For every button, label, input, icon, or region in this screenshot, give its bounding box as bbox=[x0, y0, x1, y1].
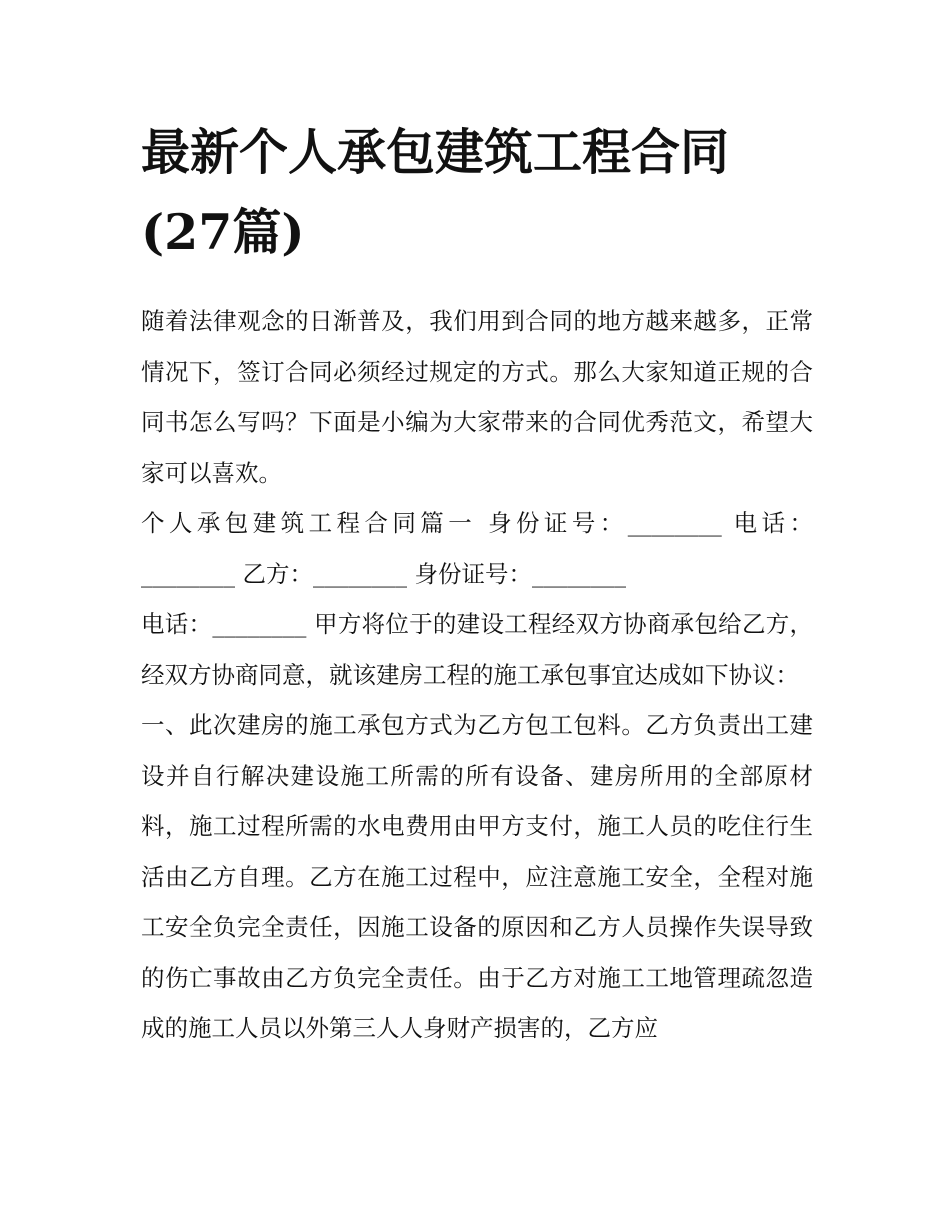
document-body bbox=[141, 112, 813, 1054]
intro-paragraph: 随着法律观念的日渐普及，我们用到合同的地方越来越多，正常情况下，签订合同必须经过规定的方式。那么大家知道正规的合同书怎么写吗？下面是小编为大家带来的合同优秀范文，希望大家可以喜欢。 bbox=[141, 307, 813, 487]
clause-one-paragraph: 一、此次建房的施工承包方式为乙方包工包料。乙方负责出工建设并自行解决建设施工所需的所有设备、建房所用的全部原材料，施工过程所需的水电费用由甲方支付，施工人员的吃住行生活由乙方自理。乙方在施工过程中，应注意施工安全，全程对施工安全负完全责任，因施工设备的原因和乙方人员操作失误导致的伤亡事故由乙方负完全责任。由于乙方对施工工地管理疏忽造成的施工人员以外第三人人身财产损害的，乙方应 bbox=[141, 711, 813, 1042]
party-info-paragraph: 个人承包建筑工程合同篇一 身份证号：________ 电话：________ 乙方：________ 身份证号：________ bbox=[141, 509, 813, 588]
agreement-paragraph: 电话：________ 甲方将位于的建设工程经双方协商承包给乙方，经双方协商同意，就该建房工程的施工承包事宜达成如下协议： bbox=[141, 610, 813, 689]
document-title: 最新个人承包建筑工程合同(27篇) bbox=[141, 123, 730, 261]
